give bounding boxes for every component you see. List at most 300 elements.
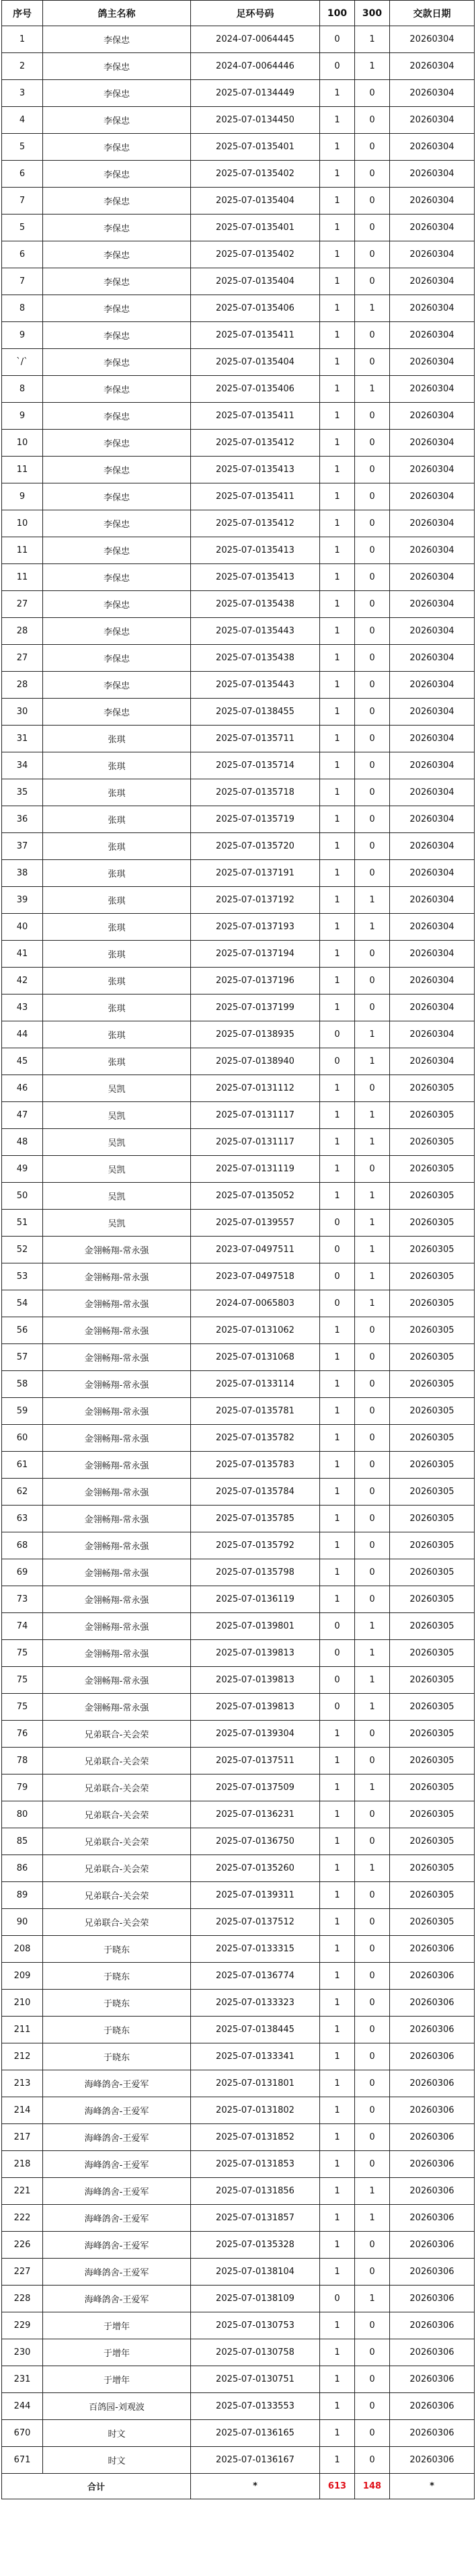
- cell-owner: 于晓东: [43, 1963, 191, 1990]
- cell-date: 20260305: [390, 1102, 475, 1129]
- table-row: [2, 1828, 475, 1855]
- cell-date: 20260305: [390, 1774, 475, 1801]
- cell-ring: 2025-07-0137192: [191, 887, 320, 914]
- header-seq: 序号: [2, 1, 43, 26]
- cell-ring: 2025-07-0131801: [191, 2070, 320, 2097]
- cell-date: 20260304: [390, 914, 475, 941]
- cell-ring: 2025-07-0133323: [191, 1990, 320, 2017]
- table-row: [2, 510, 475, 537]
- cell-100: 1: [320, 403, 355, 430]
- cell-ring: 2025-07-0131062: [191, 1317, 320, 1344]
- cell-ring: 2025-07-0136167: [191, 2447, 320, 2474]
- cell-date: 20260305: [390, 1425, 475, 1452]
- cell-seq: 49: [2, 1156, 43, 1183]
- cell-date: 20260304: [390, 349, 475, 376]
- header-row: [2, 1, 475, 26]
- cell-300: 0: [355, 430, 390, 457]
- cell-seq: 28: [2, 672, 43, 699]
- cell-owner: 于晓东: [43, 1990, 191, 2017]
- cell-date: 20260304: [390, 860, 475, 887]
- table-row: [2, 161, 475, 188]
- table-row: [2, 1021, 475, 1048]
- cell-owner: 百鸽园-刘观波: [43, 2393, 191, 2420]
- cell-owner: 海峰鸽舍-王爱军: [43, 2151, 191, 2178]
- cell-date: 20260305: [390, 1479, 475, 1506]
- cell-seq: 9: [2, 322, 43, 349]
- cell-owner: 张琪: [43, 1048, 191, 1075]
- cell-owner: 金翎畅翔-常永强: [43, 1425, 191, 1452]
- table-row: [2, 2097, 475, 2124]
- cell-100: 1: [320, 591, 355, 618]
- cell-owner: 李保忠: [43, 134, 191, 161]
- cell-owner: 李保忠: [43, 241, 191, 268]
- table-row: [2, 322, 475, 349]
- cell-ring: 2025-07-0134450: [191, 107, 320, 134]
- cell-300: 1: [355, 914, 390, 941]
- cell-seq: 209: [2, 1963, 43, 1990]
- cell-date: 20260304: [390, 618, 475, 645]
- cell-owner: 李保忠: [43, 672, 191, 699]
- cell-100: 1: [320, 1909, 355, 1936]
- cell-100: 1: [320, 1882, 355, 1909]
- cell-ring: 2025-07-0133341: [191, 2043, 320, 2070]
- table-row: [2, 752, 475, 779]
- cell-date: 20260305: [390, 1506, 475, 1532]
- cell-seq: 221: [2, 2178, 43, 2205]
- cell-owner: 金翎畅翔-常永强: [43, 1398, 191, 1425]
- table-row: [2, 430, 475, 457]
- cell-owner: 金翎畅翔-常永强: [43, 1290, 191, 1317]
- table-row: [2, 1640, 475, 1667]
- table-row: [2, 1048, 475, 1075]
- table-row: [2, 2151, 475, 2178]
- cell-100: 0: [320, 1048, 355, 1075]
- cell-date: 20260304: [390, 941, 475, 968]
- cell-100: 1: [320, 1371, 355, 1398]
- cell-date: 20260305: [390, 1613, 475, 1640]
- table-row: [2, 1990, 475, 2017]
- cell-100: 1: [320, 1855, 355, 1882]
- cell-seq: 6: [2, 241, 43, 268]
- cell-100: 1: [320, 1075, 355, 1102]
- cell-date: 20260305: [390, 1290, 475, 1317]
- cell-100: 0: [320, 1237, 355, 1263]
- cell-ring: 2025-07-0133553: [191, 2393, 320, 2420]
- cell-100: 1: [320, 968, 355, 994]
- cell-100: 1: [320, 860, 355, 887]
- cell-100: 0: [320, 26, 355, 53]
- cell-100: 1: [320, 2393, 355, 2420]
- cell-date: 20260305: [390, 1075, 475, 1102]
- cell-seq: 52: [2, 1237, 43, 1263]
- table-row: [2, 2259, 475, 2286]
- cell-ring: 2025-07-0135781: [191, 1398, 320, 1425]
- table-row: [2, 349, 475, 376]
- table-row: [2, 2447, 475, 2474]
- cell-date: 20260306: [390, 1936, 475, 1963]
- cell-ring: 2025-07-0139801: [191, 1613, 320, 1640]
- cell-date: 20260306: [390, 2420, 475, 2447]
- cell-100: 1: [320, 1129, 355, 1156]
- cell-300: 0: [355, 1425, 390, 1452]
- cell-seq: 7: [2, 268, 43, 295]
- total-100: 613: [320, 2474, 355, 2499]
- cell-owner: 李保忠: [43, 457, 191, 483]
- cell-100: 1: [320, 2312, 355, 2339]
- cell-100: 1: [320, 1344, 355, 1371]
- table-row: [2, 618, 475, 645]
- cell-ring: 2025-07-0137199: [191, 994, 320, 1021]
- cell-owner: 金翎畅翔-常永强: [43, 1263, 191, 1290]
- cell-ring: 2025-07-0136165: [191, 2420, 320, 2447]
- table-row: [2, 457, 475, 483]
- cell-100: 1: [320, 376, 355, 403]
- cell-date: 20260305: [390, 1183, 475, 1210]
- cell-owner: 海峰鸽舍-王爱军: [43, 2259, 191, 2286]
- cell-owner: 于增年: [43, 2312, 191, 2339]
- table-row: [2, 483, 475, 510]
- cell-300: 0: [355, 2447, 390, 2474]
- cell-100: 1: [320, 1398, 355, 1425]
- cell-date: 20260304: [390, 994, 475, 1021]
- cell-ring: 2024-07-0064446: [191, 53, 320, 80]
- cell-date: 20260304: [390, 1048, 475, 1075]
- table-row: [2, 1532, 475, 1559]
- cell-owner: 兄弟联合-关会荣: [43, 1855, 191, 1882]
- cell-owner: 金翎畅翔-常永强: [43, 1532, 191, 1559]
- cell-date: 20260304: [390, 53, 475, 80]
- cell-date: 20260306: [390, 2017, 475, 2043]
- table-row: [2, 2366, 475, 2393]
- cell-seq: 11: [2, 537, 43, 564]
- total-300: 148: [355, 2474, 390, 2499]
- cell-100: 1: [320, 1317, 355, 1344]
- cell-300: 0: [355, 268, 390, 295]
- cell-date: 20260305: [390, 1586, 475, 1613]
- cell-100: 1: [320, 564, 355, 591]
- cell-ring: 2025-07-0137511: [191, 1748, 320, 1774]
- cell-ring: 2025-07-0130758: [191, 2339, 320, 2366]
- cell-ring: 2025-07-0137509: [191, 1774, 320, 1801]
- table-row: [2, 645, 475, 672]
- cell-owner: 吴凯: [43, 1129, 191, 1156]
- cell-100: 1: [320, 726, 355, 752]
- cell-seq: 27: [2, 591, 43, 618]
- cell-owner: 李保忠: [43, 537, 191, 564]
- cell-seq: 36: [2, 806, 43, 833]
- cell-date: 20260304: [390, 726, 475, 752]
- table-row: [2, 1452, 475, 1479]
- cell-date: 20260305: [390, 1828, 475, 1855]
- cell-owner: 李保忠: [43, 483, 191, 510]
- table-row: [2, 968, 475, 994]
- cell-100: 1: [320, 1452, 355, 1479]
- cell-300: 0: [355, 1532, 390, 1559]
- cell-300: 0: [355, 806, 390, 833]
- cell-seq: 37: [2, 833, 43, 860]
- cell-100: 1: [320, 914, 355, 941]
- cell-100: 1: [320, 1721, 355, 1748]
- cell-seq: 31: [2, 726, 43, 752]
- cell-date: 20260305: [390, 1263, 475, 1290]
- table-row: [2, 726, 475, 752]
- cell-date: 20260306: [390, 2232, 475, 2259]
- cell-100: 1: [320, 2447, 355, 2474]
- cell-100: 0: [320, 53, 355, 80]
- table-row: [2, 2420, 475, 2447]
- cell-100: 1: [320, 1828, 355, 1855]
- cell-owner: 金翎畅翔-常永强: [43, 1506, 191, 1532]
- cell-date: 20260305: [390, 1532, 475, 1559]
- cell-ring: 2025-07-0135404: [191, 349, 320, 376]
- cell-300: 1: [355, 1048, 390, 1075]
- cell-300: 0: [355, 752, 390, 779]
- cell-300: 1: [355, 2205, 390, 2232]
- cell-100: 1: [320, 1102, 355, 1129]
- cell-seq: 58: [2, 1371, 43, 1398]
- cell-300: 0: [355, 2312, 390, 2339]
- table-row: [2, 1344, 475, 1371]
- cell-seq: 44: [2, 1021, 43, 1048]
- table-row: [2, 2393, 475, 2420]
- cell-ring: 2025-07-0131068: [191, 1344, 320, 1371]
- table-row: [2, 1210, 475, 1237]
- cell-seq: 69: [2, 1559, 43, 1586]
- table-row: [2, 2339, 475, 2366]
- table-row: [2, 107, 475, 134]
- cell-100: 1: [320, 241, 355, 268]
- cell-date: 20260305: [390, 1721, 475, 1748]
- cell-date: 20260304: [390, 591, 475, 618]
- cell-date: 20260304: [390, 752, 475, 779]
- cell-date: 20260304: [390, 537, 475, 564]
- cell-seq: 85: [2, 1828, 43, 1855]
- cell-100: 1: [320, 214, 355, 241]
- cell-date: 20260305: [390, 1398, 475, 1425]
- cell-date: 20260305: [390, 1344, 475, 1371]
- cell-owner: 金翎畅翔-常永强: [43, 1237, 191, 1263]
- cell-ring: 2025-07-0137196: [191, 968, 320, 994]
- cell-ring: 2025-07-0131857: [191, 2205, 320, 2232]
- cell-ring: 2025-07-0136119: [191, 1586, 320, 1613]
- cell-seq: 50: [2, 1183, 43, 1210]
- cell-300: 0: [355, 618, 390, 645]
- table-row: [2, 672, 475, 699]
- cell-300: 0: [355, 672, 390, 699]
- cell-owner: 李保忠: [43, 349, 191, 376]
- cell-seq: 210: [2, 1990, 43, 2017]
- header-300: 300: [355, 1, 390, 26]
- cell-date: 20260304: [390, 107, 475, 134]
- cell-seq: 75: [2, 1694, 43, 1721]
- cell-date: 20260306: [390, 1990, 475, 2017]
- cell-owner: 金翎畅翔-常永强: [43, 1317, 191, 1344]
- cell-seq: 8: [2, 376, 43, 403]
- cell-100: 1: [320, 994, 355, 1021]
- cell-100: 1: [320, 2151, 355, 2178]
- cell-date: 20260304: [390, 672, 475, 699]
- table-row: [2, 1183, 475, 1210]
- cell-ring: 2025-07-0136750: [191, 1828, 320, 1855]
- table-row: [2, 53, 475, 80]
- cell-seq: 75: [2, 1667, 43, 1694]
- cell-seq: 1: [2, 26, 43, 53]
- cell-300: 0: [355, 510, 390, 537]
- table-row: [2, 1156, 475, 1183]
- cell-300: 1: [355, 1183, 390, 1210]
- table-row: [2, 268, 475, 295]
- cell-owner: 李保忠: [43, 699, 191, 726]
- cell-date: 20260306: [390, 2205, 475, 2232]
- table-row: [2, 914, 475, 941]
- table-row: [2, 1371, 475, 1398]
- cell-100: 1: [320, 645, 355, 672]
- cell-100: 0: [320, 1640, 355, 1667]
- table-row: [2, 941, 475, 968]
- cell-seq: 43: [2, 994, 43, 1021]
- cell-ring: 2025-07-0135402: [191, 161, 320, 188]
- cell-date: 20260305: [390, 1156, 475, 1183]
- cell-owner: 张琪: [43, 941, 191, 968]
- cell-seq: 4: [2, 107, 43, 134]
- cell-owner: 兄弟联合-关会荣: [43, 1882, 191, 1909]
- cell-seq: 11: [2, 457, 43, 483]
- cell-owner: 张琪: [43, 726, 191, 752]
- cell-owner: 兄弟联合-关会荣: [43, 1774, 191, 1801]
- cell-ring: 2025-07-0135406: [191, 376, 320, 403]
- table-row: [2, 1963, 475, 1990]
- cell-seq: 222: [2, 2205, 43, 2232]
- cell-100: 1: [320, 2017, 355, 2043]
- cell-seq: 89: [2, 1882, 43, 1909]
- cell-owner: 金翎畅翔-常永强: [43, 1586, 191, 1613]
- cell-seq: 68: [2, 1532, 43, 1559]
- cell-date: 20260304: [390, 430, 475, 457]
- table-row: [2, 2205, 475, 2232]
- table-header: [2, 1, 475, 26]
- cell-300: 1: [355, 1613, 390, 1640]
- cell-ring: 2024-07-0065803: [191, 1290, 320, 1317]
- cell-owner: 张琪: [43, 860, 191, 887]
- cell-ring: 2025-07-0133114: [191, 1371, 320, 1398]
- cell-date: 20260305: [390, 1694, 475, 1721]
- table-body: [2, 26, 475, 2474]
- cell-ring: 2025-07-0137191: [191, 860, 320, 887]
- cell-owner: 金翎畅翔-常永强: [43, 1559, 191, 1586]
- cell-300: 1: [355, 295, 390, 322]
- cell-owner: 李保忠: [43, 26, 191, 53]
- cell-ring: 2025-07-0135783: [191, 1452, 320, 1479]
- cell-100: 1: [320, 2124, 355, 2151]
- cell-100: 1: [320, 1425, 355, 1452]
- cell-date: 20260305: [390, 1237, 475, 1263]
- cell-date: 20260305: [390, 1667, 475, 1694]
- cell-ring: 2025-07-0135718: [191, 779, 320, 806]
- cell-ring: 2025-07-0137193: [191, 914, 320, 941]
- payment-table: [1, 0, 475, 2499]
- cell-owner: 李保忠: [43, 430, 191, 457]
- total-date: *: [390, 2474, 475, 2499]
- cell-ring: 2025-07-0135411: [191, 483, 320, 510]
- table-row: [2, 241, 475, 268]
- cell-date: 20260306: [390, 2447, 475, 2474]
- cell-owner: 吴凯: [43, 1102, 191, 1129]
- cell-100: 1: [320, 2420, 355, 2447]
- cell-date: 20260305: [390, 1909, 475, 1936]
- table-row: [2, 833, 475, 860]
- cell-100: 0: [320, 1667, 355, 1694]
- cell-ring: 2025-07-0135412: [191, 510, 320, 537]
- header-ring: 足环号码: [191, 1, 320, 26]
- cell-100: 1: [320, 322, 355, 349]
- cell-date: 20260304: [390, 833, 475, 860]
- cell-100: 1: [320, 295, 355, 322]
- cell-100: 1: [320, 188, 355, 214]
- table-row: [2, 1909, 475, 1936]
- cell-300: 0: [355, 1479, 390, 1506]
- cell-100: 1: [320, 161, 355, 188]
- cell-300: 1: [355, 1290, 390, 1317]
- cell-seq: 53: [2, 1263, 43, 1290]
- cell-300: 0: [355, 1990, 390, 2017]
- cell-seq: 74: [2, 1613, 43, 1640]
- cell-seq: 57: [2, 1344, 43, 1371]
- header-owner: 鸽主名称: [43, 1, 191, 26]
- cell-300: 0: [355, 564, 390, 591]
- cell-100: 1: [320, 1936, 355, 1963]
- cell-ring: 2025-07-0135714: [191, 752, 320, 779]
- cell-owner: 张琪: [43, 994, 191, 1021]
- cell-owner: 兄弟联合-关会荣: [43, 1909, 191, 1936]
- cell-seq: 28: [2, 618, 43, 645]
- cell-owner: 于增年: [43, 2339, 191, 2366]
- cell-300: 0: [355, 537, 390, 564]
- cell-ring: 2025-07-0135328: [191, 2232, 320, 2259]
- cell-seq: 227: [2, 2259, 43, 2286]
- cell-100: 1: [320, 1559, 355, 1586]
- cell-300: 0: [355, 214, 390, 241]
- cell-300: 1: [355, 1237, 390, 1263]
- cell-300: 0: [355, 2124, 390, 2151]
- cell-date: 20260306: [390, 2178, 475, 2205]
- cell-owner: 兄弟联合-关会荣: [43, 1801, 191, 1828]
- cell-100: 1: [320, 618, 355, 645]
- table-row: [2, 376, 475, 403]
- table-row: [2, 2312, 475, 2339]
- table-row: [2, 2124, 475, 2151]
- cell-ring: 2025-07-0139813: [191, 1667, 320, 1694]
- cell-300: 1: [355, 1855, 390, 1882]
- cell-300: 1: [355, 1210, 390, 1237]
- table-row: [2, 564, 475, 591]
- cell-owner: 李保忠: [43, 107, 191, 134]
- cell-date: 20260306: [390, 2070, 475, 2097]
- cell-date: 20260305: [390, 1855, 475, 1882]
- cell-owner: 李保忠: [43, 295, 191, 322]
- cell-100: 1: [320, 537, 355, 564]
- cell-300: 0: [355, 483, 390, 510]
- cell-owner: 金翎畅翔-常永强: [43, 1694, 191, 1721]
- table-row: [2, 2232, 475, 2259]
- table-row: [2, 1075, 475, 1102]
- cell-ring: 2025-07-0131117: [191, 1102, 320, 1129]
- cell-owner: 海峰鸽舍-王爱军: [43, 2205, 191, 2232]
- cell-owner: 于增年: [43, 2366, 191, 2393]
- cell-owner: 吴凯: [43, 1156, 191, 1183]
- cell-owner: 金翎畅翔-常永强: [43, 1667, 191, 1694]
- cell-100: 1: [320, 806, 355, 833]
- cell-300: 1: [355, 1102, 390, 1129]
